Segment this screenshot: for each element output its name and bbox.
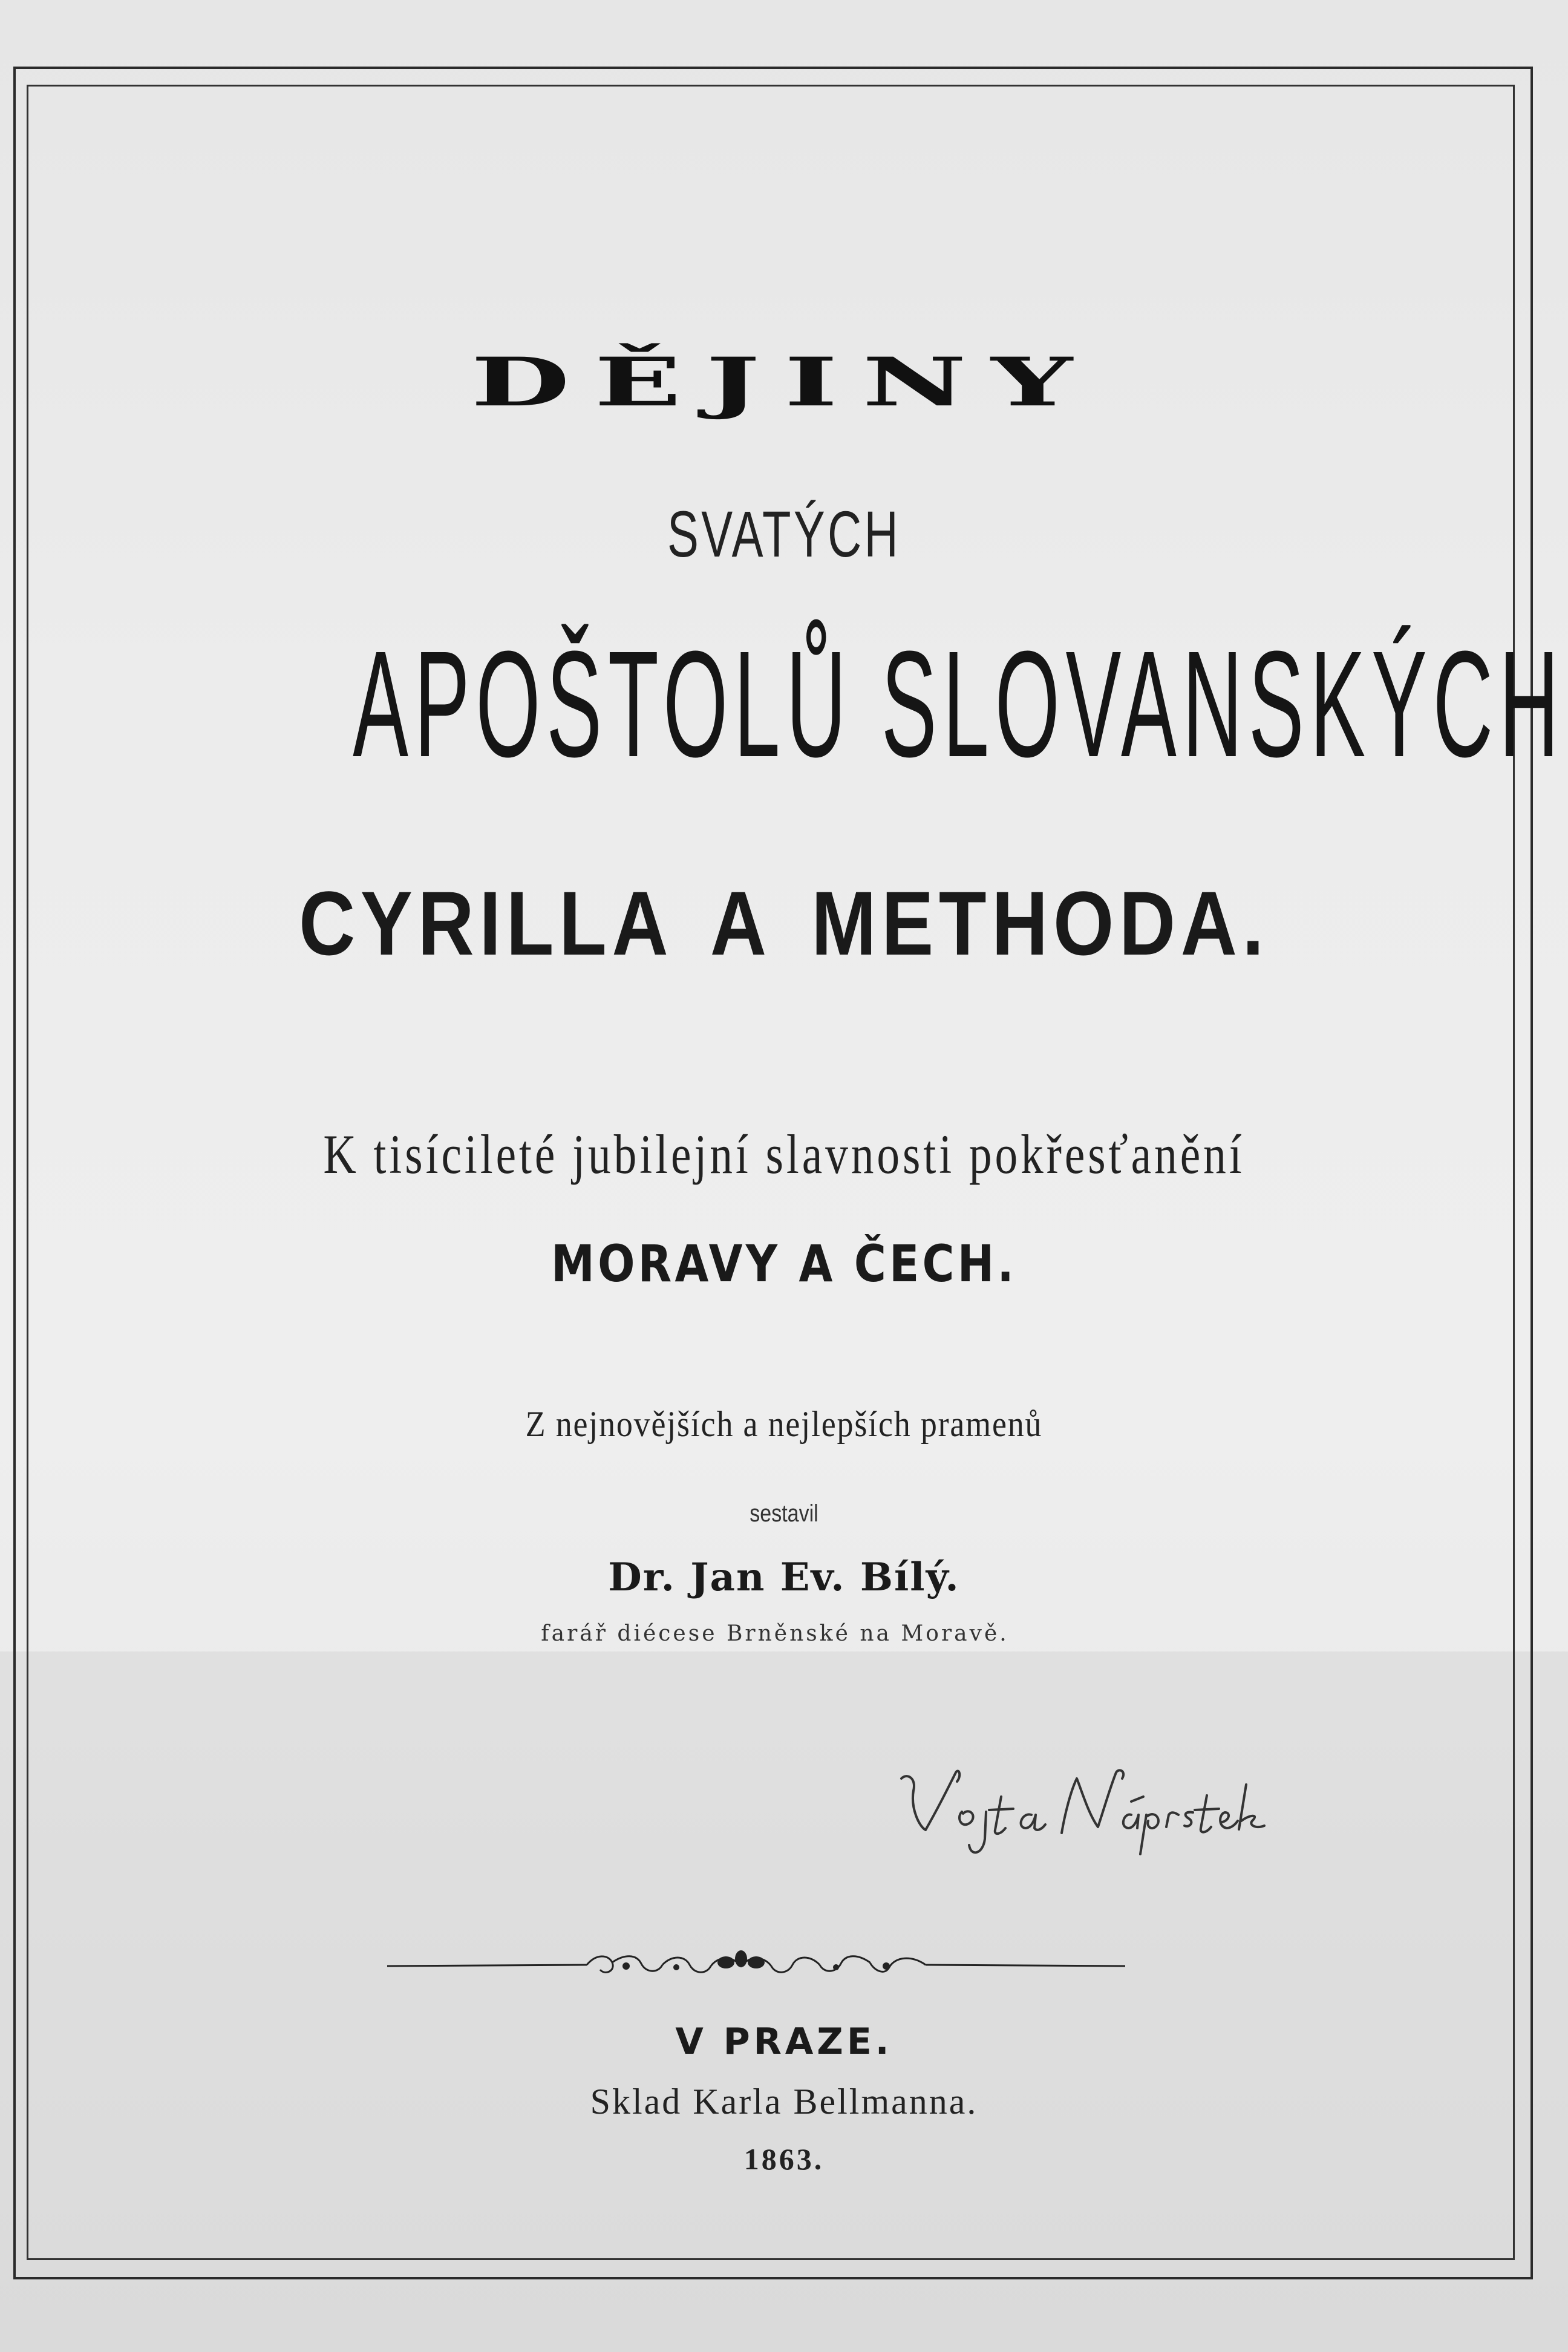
imprint-year: 1863. [743, 2142, 825, 2176]
sources-note: Z nejnovějších a nejlepších pramenů [525, 1404, 1043, 1444]
decorative-ornament [387, 1942, 1125, 1990]
handwritten-signature [889, 1754, 1276, 1863]
subtitle-moravy-cech: MORAVY A ČECH. [551, 1234, 1017, 1293]
title-apostolu: APOŠTOLŮ SLOVANSKÝCH [353, 619, 1566, 788]
author-name: Dr. Jan Ev. Bílý. [608, 1555, 960, 1600]
title-dejiny: DĚJINY [471, 342, 1097, 422]
imprint-place: V PRAZE. [675, 2020, 893, 2063]
title-svatych: SVATÝCH [667, 497, 901, 570]
subtitle-jubilee: K tisícileté jubilejní slavnosti pokřesťanění [323, 1123, 1245, 1185]
imprint-publisher: Sklad Karla Bellmanna. [590, 2082, 978, 2122]
author-position: farář diécese Brněnské na Moravě. [541, 1621, 1009, 1646]
compiled-by-label: sestavil [750, 1500, 818, 1527]
title-cyrilla-methoda: CYRILLA A METHODA. [299, 872, 1269, 974]
